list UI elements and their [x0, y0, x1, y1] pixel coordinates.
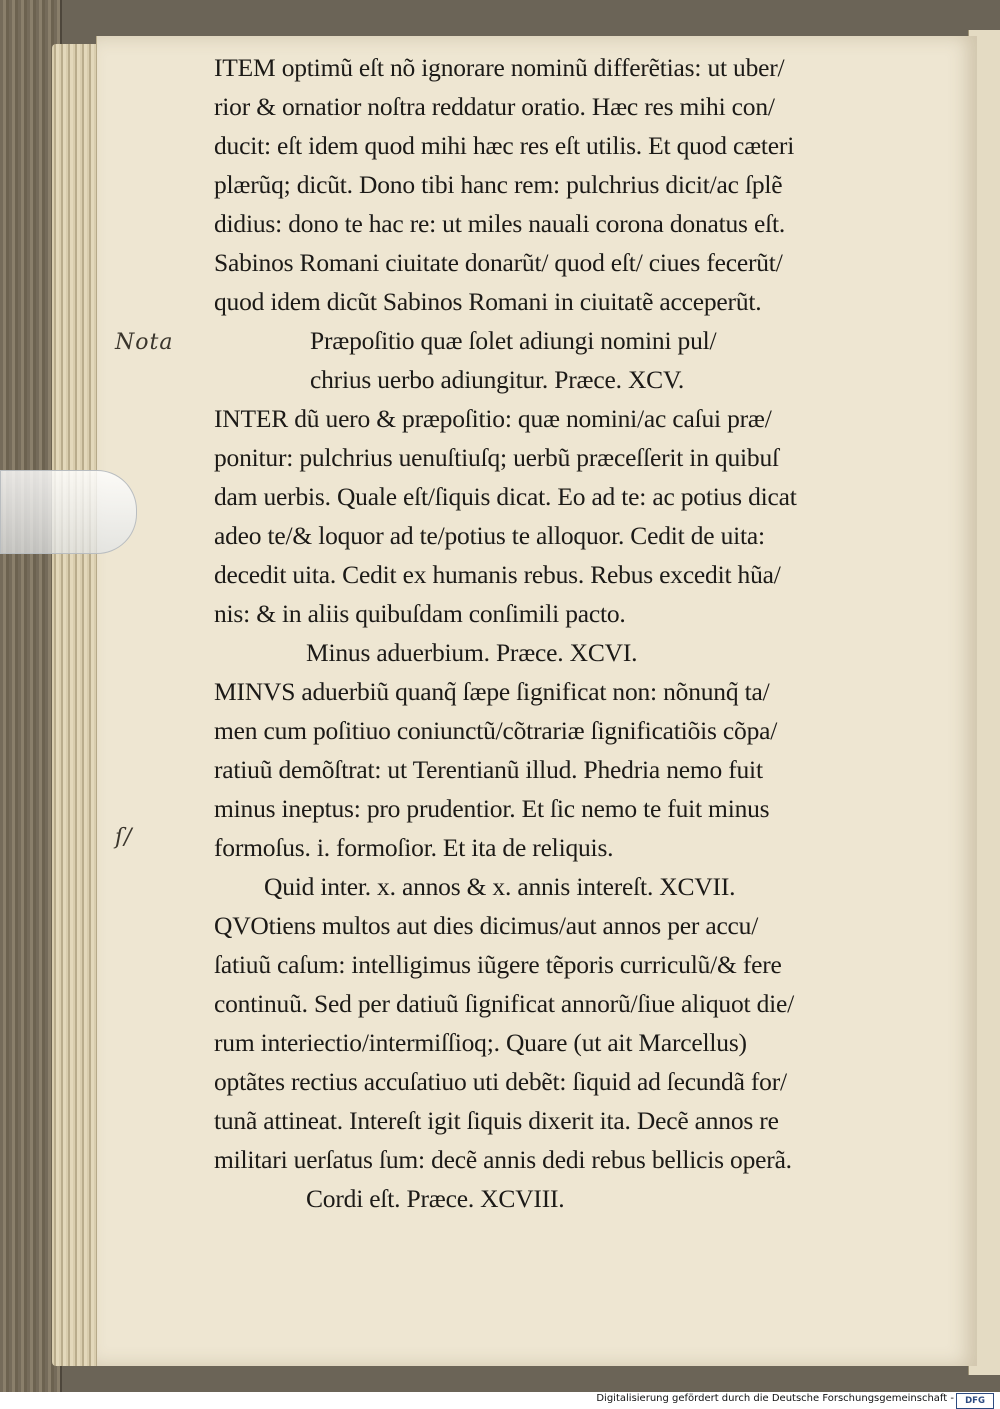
- text-line: ponitur: pulchrius uenuſtiuſq; uerbũ præceſſerit in quibuſ: [214, 443, 779, 472]
- text-line: Sabinos Romani ciuitate donarũt/ quod eſt/ ciues fecerũt/: [214, 248, 783, 277]
- text-line: QVOtiens multos aut dies dicimus/aut annos per accu/: [214, 911, 759, 940]
- text-line: militari uerſatus ſum: decẽ annis dedi rebus bellicis operã.: [214, 1145, 792, 1174]
- section-heading: Præpoſitio quæ ſolet adiungi nomini pul/: [310, 326, 717, 355]
- text-line: decedit uita. Cedit ex humanis rebus. Rebus excedit hũa/: [214, 560, 781, 589]
- text-line: formoſus. i. formoſior. Et ita de reliquis.: [214, 833, 614, 862]
- text-line: nis: & in aliis quibuſdam conſimili pacto.: [214, 599, 626, 628]
- text-line: plærũq; dicũt. Dono tibi hanc rem: pulchrius dicit/ac ſplẽ: [214, 170, 783, 199]
- dfg-logo: DFG: [956, 1393, 994, 1409]
- footer-credit: Digitalisierung gefördert durch die Deutsche Forschungsgemeinschaft -: [596, 1393, 954, 1404]
- text-line: INTER dũ uero & præpoſitio: quæ nomini/ac caſui præ/: [214, 404, 772, 433]
- text-line: rum interiectio/intermiſſioq;. Quare (ut ait Marcellus): [214, 1028, 747, 1057]
- text-line: MINVS aduerbiũ quanq̃ ſæpe ſignificat non: nõnunq̃ ta/: [214, 677, 770, 706]
- text-line: ITEM optimũ eſt nõ ignorare nominũ differẽtias: ut uber/: [214, 53, 785, 82]
- text-line: rior & ornatior noſtra reddatur oratio. Hæc res mihi con/: [214, 92, 775, 121]
- text-line: optãtes rectius accuſatiuo uti debẽt: ſiquid ad ſecundã for/: [214, 1067, 787, 1096]
- margin-note-nota: Nota: [115, 330, 174, 355]
- glass-page-weight: [0, 470, 137, 554]
- text-line: ratiuũ demõſtrat: ut Terentianũ illud. Phedria nemo fuit: [214, 755, 763, 784]
- text-line: didius: dono te hac re: ut miles nauali corona donatus eſt.: [214, 209, 786, 238]
- text-line: adeo te/& loquor ad te/potius te alloquor. Cedit de uita:: [214, 521, 765, 550]
- section-heading: Minus aduerbium. Præce. XCVI.: [306, 638, 638, 667]
- text-line: men cum poſitiuo coniunctũ/cõtrariæ ſignificatiõis cõpa/: [214, 716, 778, 745]
- text-line: quod idem dicũt Sabinos Romani in ciuitatẽ acceperũt.: [214, 287, 762, 316]
- text-line: continuũ. Sed per datiuũ ſignificat annorũ/ſiue aliquot die/: [214, 989, 795, 1018]
- section-heading: Quid inter. x. annos & x. annis intereſt. XCVII.: [264, 872, 736, 901]
- text-line: tunã attineat. Intereſt igit ſiquis dixerit ita. Decẽ annos re: [214, 1106, 779, 1135]
- text-line: ducit: eſt idem quod mihi hæc res eſt utilis. Et quod cæteri: [214, 131, 795, 160]
- section-heading: chrius uerbo adiungitur. Præce. XCV.: [310, 365, 685, 394]
- page-text: [214, 48, 914, 1218]
- margin-note-mark: ſ/: [115, 825, 133, 850]
- text-line: ſatiuũ caſum: intelligimus iũgere tẽporis curriculũ/& fere: [214, 950, 782, 979]
- footer-bar: [0, 1392, 1000, 1409]
- text-line: dam uerbis. Quale eſt/ſiquis dicat. Eo ad te: ac potius dicat: [214, 482, 797, 511]
- text-line: minus ineptus: pro prudentior. Et ſic nemo te fuit minus: [214, 794, 770, 823]
- section-heading: Cordi eſt. Præce. XCVIII.: [306, 1184, 565, 1213]
